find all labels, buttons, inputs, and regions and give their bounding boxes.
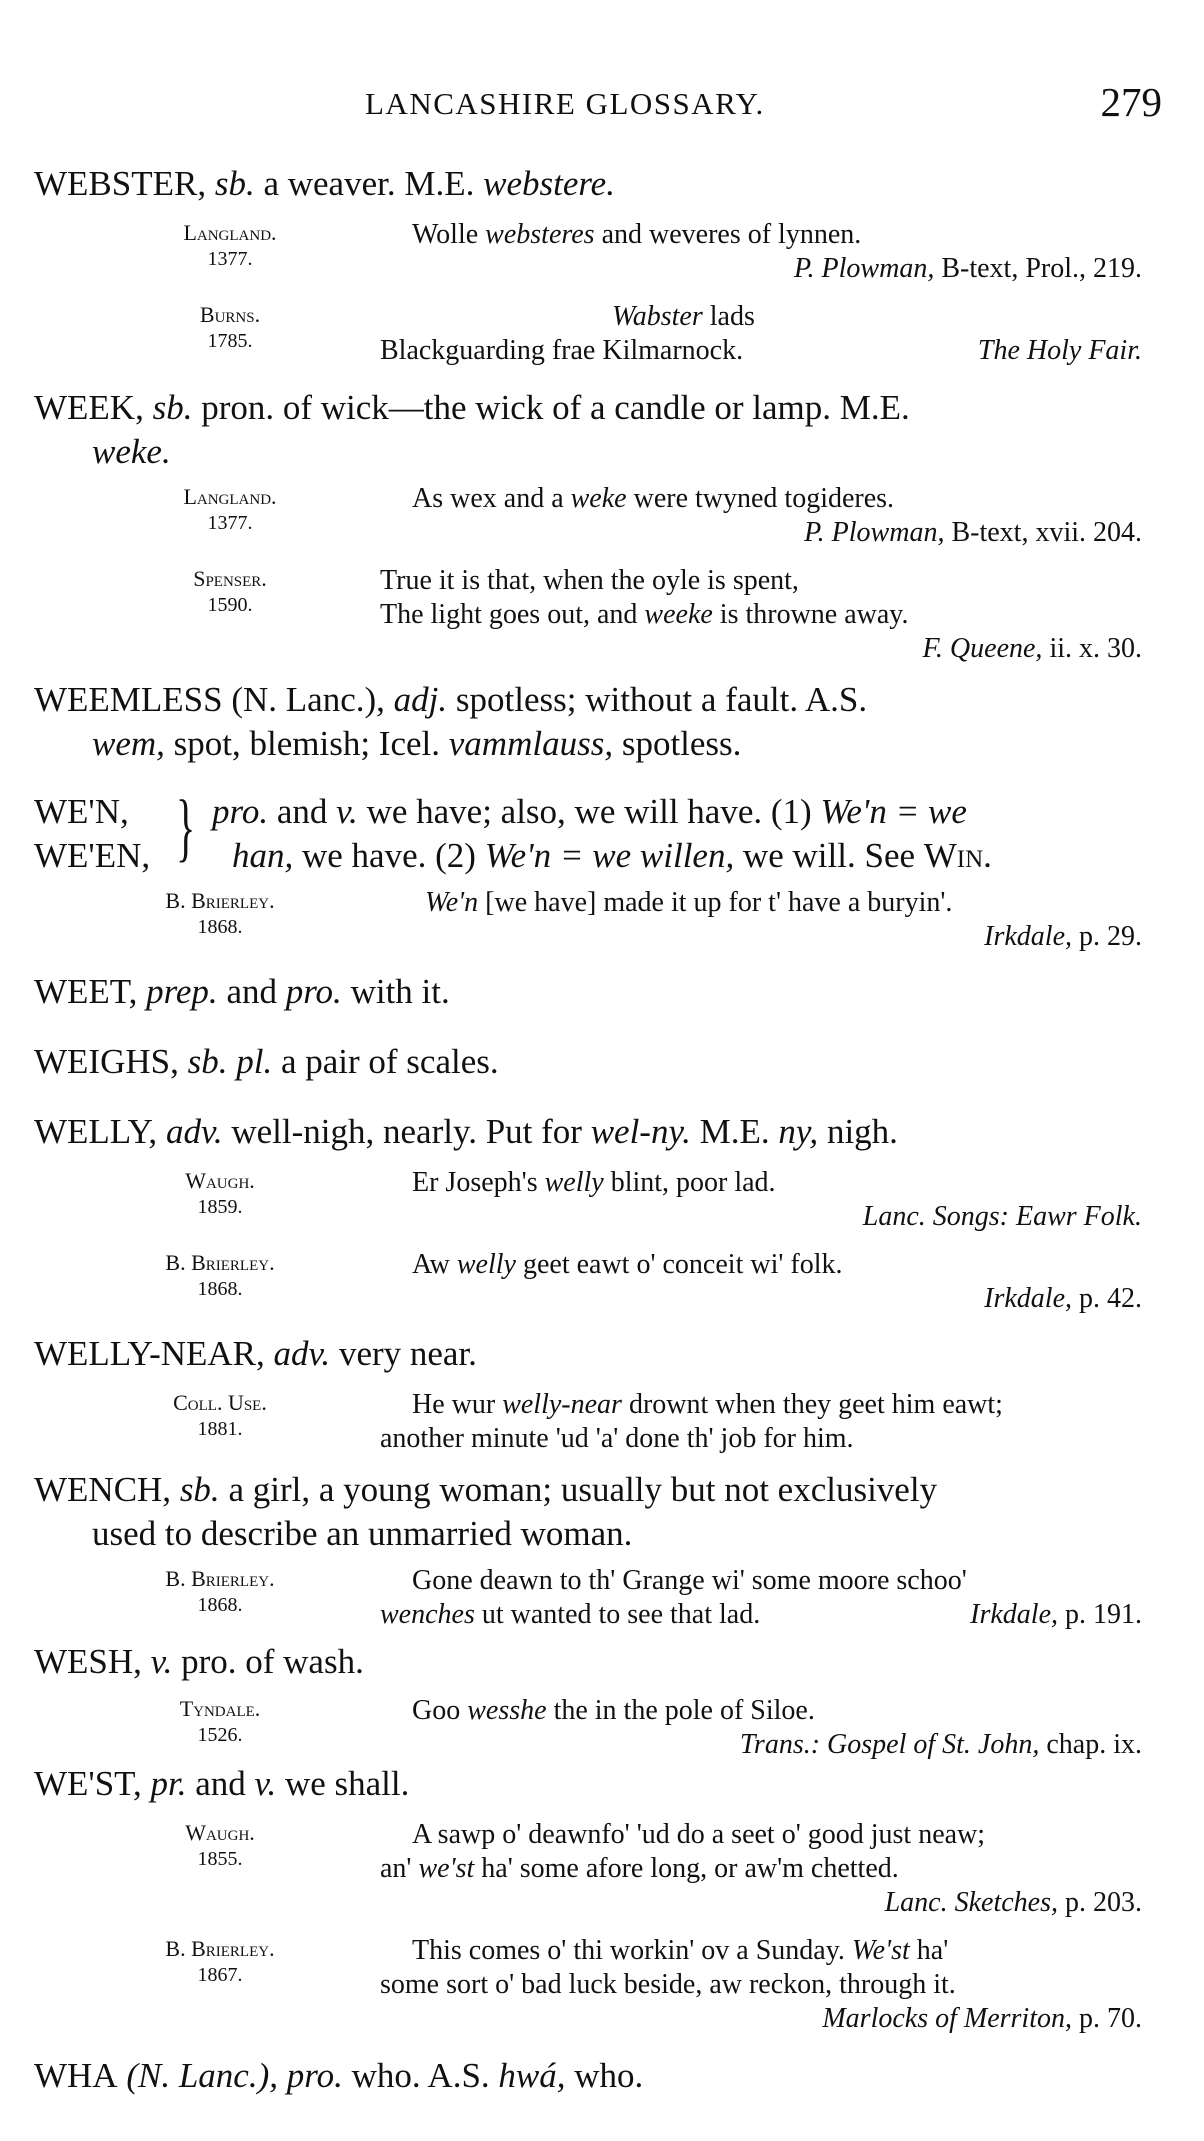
page-number: 279 — [1100, 79, 1162, 125]
entry-wench: WENCH, sb. a girl, a young woman; usually but not exclusively used to describe an unmarried woman. — [34, 1470, 938, 1553]
entry-wesh: WESH, v. pro. of wash. — [34, 1642, 364, 1681]
glossary-page: LANCASHIRE GLOSSARY. 279 WEBSTER, sb. a weaver. M.E. webstere. Langland. 1377. Wolle websteres and weveres of lynnen. P. Plowman, B-text, Prol., 219. Burns. 1785. Wabster lads Blackguarding frae Kilmarnock. The Holy Fair. WEEK, sb. pron. of wick—the wick of a candle or lamp. M.E. weke. Langland. 1377. As wex and a weke were twyned togideres. P. Plowman, B-text, xvii. 204. Spenser. 1590. True it is that, when the oyle is spent, The light goes out, and weeke is throwne away. F. Queene, ii. x. 30. WEEMLESS (N. Lanc.), adj. spotless; without a fault. A.S. wem, spot, blemish; Icel. vammlauss, spotless. WE'N, WE'EN, } pro. and v. we have; also, we will have. (1) We'n = we han, we have. (2) We'n = we willen, we will. See Win. B. Brierley. 1868. We'n [we have] made it up for t' have a buryin'. Irkdale, p. 29. WEET, prep. and pro. with it. WEIGHS, sb. pl. a pair of scales. WELLY, adv. well-nigh, nearly. Put for wel-ny. M.E. ny, nigh. Waugh. 1859. Er Joseph's welly blint, poor lad. Lanc. Songs: Eawr Folk. B. Brierley. 1868. Aw welly geet eawt o' conceit wi' folk. Irkdale, p. 42. WELLY-NEAR, adv. very near. Coll. Use. 1881. He wur welly-near drownt when they geet him eawt; another minute 'ud 'a' done th' job for him. WENCH, sb. a girl, a young woman; usually but not exclusively used to describe an unmarried woman. B. Brierley. 1868. Gone deawn to th' Grange wi' some moore schoo' wenches ut wanted to see that lad. Irkdale, p. 191. WESH, v. pro. of wash. Tyndale. 1526. Goo wesshe the in the pole of Siloe. Trans.: Gospel of St. John, chap. ix. WE'ST, pr. and v. we shall. Waugh. 1855. A sawp o' deawnfo' 'ud do a seet o' good just neaw; an' we'st ha' some afore long, or aw'm chetted. Lanc. Sketches, p. 203. B. Brierley. 1867. This comes o' thi workin' ov a Sunday. We'st ha' some sort o' bad luck beside, aw reckon, through it. Marlocks of Merriton, p. 70. WHA (N. Lanc.), pro. who. A.S. hwá, who. — [0, 0, 1204, 2141]
brace: } — [176, 784, 196, 870]
page-header — [0, 78, 1204, 138]
entry-wha: WHA (N. Lanc.), pro. who. A.S. hwá, who. — [34, 2056, 644, 2095]
entry-weemless: WEEMLESS (N. Lanc.), adj. spotless; without a fault. A.S. wem, spot, blemish; Icel. vammlauss, spotless. — [34, 680, 868, 763]
entry-welly-near: WELLY-NEAR, adv. very near. — [34, 1334, 477, 1373]
entry-weighs: WEIGHS, sb. pl. a pair of scales. — [34, 1042, 499, 1081]
entry-welly: WELLY, adv. well-nigh, nearly. Put for wel-ny. M.E. ny, nigh. — [34, 1112, 898, 1151]
entry-wen-headwords: WE'N, WE'EN, — [34, 792, 151, 875]
entry-week: WEEK, sb. pron. of wick—the wick of a candle or lamp. M.E. weke. — [34, 388, 910, 471]
running-title: LANCASHIRE GLOSSARY. — [365, 86, 765, 121]
entry-wen: pro. and v. we have; also, we will have. (1) We'n = we han, we have. (2) We'n = we willen, we will. See Win. — [212, 792, 992, 875]
entry-webster: WEBSTER, sb. a weaver. M.E. webstere. — [34, 164, 615, 203]
entry-west: WE'ST, pr. and v. we shall. — [34, 1764, 410, 1803]
entry-weet: WEET, prep. and pro. with it. — [34, 972, 450, 1011]
